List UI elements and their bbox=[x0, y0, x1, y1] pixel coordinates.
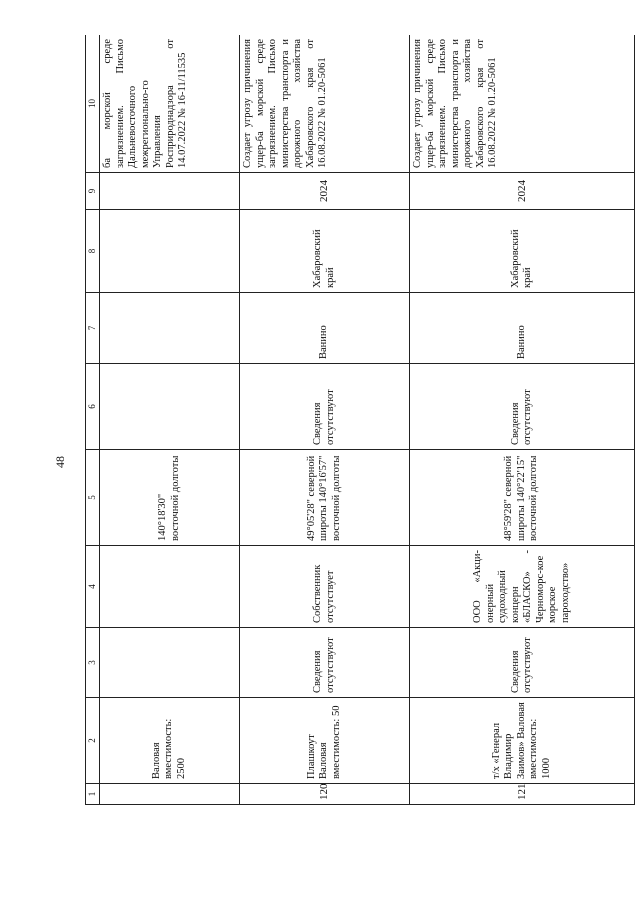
region-cell: Хабаровский край bbox=[240, 210, 410, 293]
column-number: 6 bbox=[86, 364, 100, 450]
page-number: 48 bbox=[53, 456, 67, 468]
row-number: 121 bbox=[410, 784, 635, 805]
notes-cell: Создает угрозу причинения ущер-ба морской среде загрязнением. Письмо министерства транспорта и дорожного хозяйства Хабаровского края от 16.08.2022 № 01.20-5061 bbox=[410, 35, 635, 173]
column-number: 7 bbox=[86, 293, 100, 364]
table-row bbox=[410, 35, 635, 805]
table-row bbox=[100, 35, 240, 805]
port-cell bbox=[100, 293, 240, 364]
column-number: 1 bbox=[86, 784, 100, 805]
column-number: 8 bbox=[86, 210, 100, 293]
row-number bbox=[100, 784, 240, 805]
column-number: 5 bbox=[86, 450, 100, 546]
region-cell: Хабаровский край bbox=[410, 210, 635, 293]
year-cell: 2024 bbox=[410, 173, 635, 210]
year-cell bbox=[100, 173, 240, 210]
owner-cell: ООО «Акци-онерный судоходный концерн «БЛАСКО» - Черноморс-кое морское пароходство» bbox=[410, 546, 635, 628]
info-cell: Сведения отсутствуют bbox=[410, 364, 635, 450]
vessel-cell: Валовая вместимость: 2500 bbox=[100, 698, 240, 784]
region-cell bbox=[100, 210, 240, 293]
info-cell bbox=[100, 364, 240, 450]
rotated-table-container bbox=[85, 35, 635, 805]
notes-cell: ба морской среде загрязнением. Письмо Дальневосточного межрегионально-го Управления Росприроднадзора от 14.07.2022 № 16-11/11535 bbox=[100, 35, 240, 173]
year-cell: 2024 bbox=[240, 173, 410, 210]
column-number: 3 bbox=[86, 628, 100, 698]
table-wrapper bbox=[85, 35, 635, 805]
column-number: 2 bbox=[86, 698, 100, 784]
vessel-cell: Плашкоут Валовая вместимость: 50 bbox=[240, 698, 410, 784]
info-cell: Сведения отсутствуют bbox=[410, 628, 635, 698]
column-number-row bbox=[86, 35, 100, 805]
column-number: 10 bbox=[86, 35, 100, 173]
owner-cell: Собственник отсутствует bbox=[240, 546, 410, 628]
owner-cell bbox=[100, 546, 240, 628]
notes-cell: Создает угрозу причинения ущер-ба морской среде загрязнением. Письмо министерства транспорта и дорожного хозяйства Хабаровского края от 16.08.2022 № 01.20-5061 bbox=[240, 35, 410, 173]
info-cell bbox=[100, 628, 240, 698]
column-number: 4 bbox=[86, 546, 100, 628]
coordinates-cell: 140°18'30" восточной долготы bbox=[100, 450, 240, 546]
port-cell: Ванино bbox=[240, 293, 410, 364]
port-cell: Ванино bbox=[410, 293, 635, 364]
vessel-cell: т/х «Генерал Владимир Заимов» Валовая вместимость: 1000 bbox=[410, 698, 635, 784]
info-cell: Сведения отсутствуют bbox=[240, 628, 410, 698]
column-number: 9 bbox=[86, 173, 100, 210]
coordinates-cell: 49°05'28" северной широты 140°16'57" восточной долготы bbox=[240, 450, 410, 546]
register-table bbox=[85, 35, 635, 805]
row-number: 120 bbox=[240, 784, 410, 805]
coordinates-cell: 48°59'28" северной широты 140°22'15" восточной долготы bbox=[410, 450, 635, 546]
table-row bbox=[240, 35, 410, 805]
info-cell: Сведения отсутствуют bbox=[240, 364, 410, 450]
